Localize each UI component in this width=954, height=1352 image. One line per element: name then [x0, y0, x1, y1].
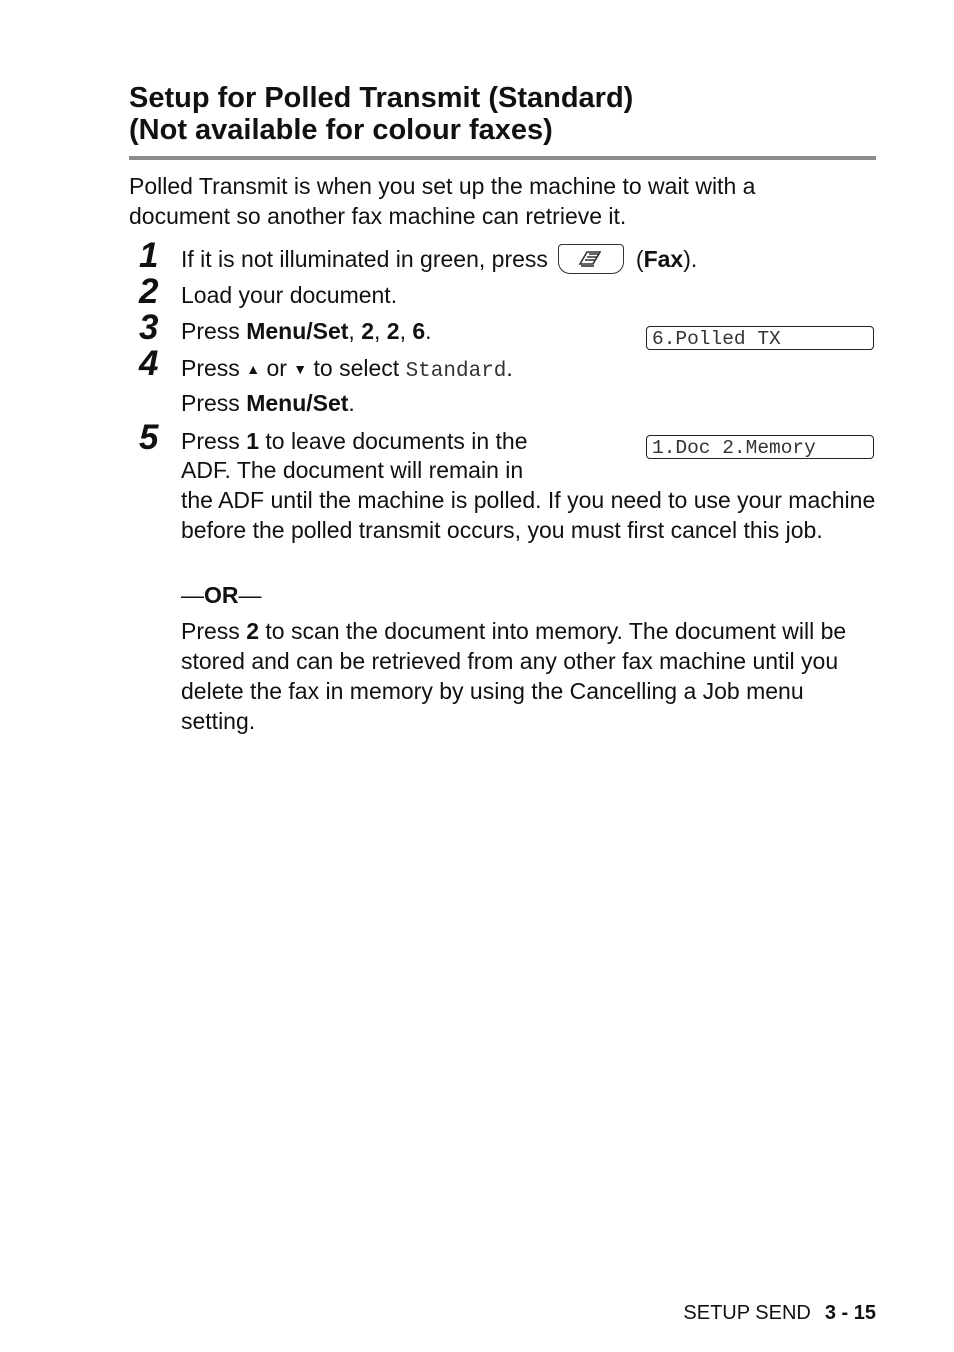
key-6: 6 [412, 318, 426, 344]
step-5-paragraph: the ADF until the machine is polled. If you need to use your machine before the polled transmit occurs, you must first cancel this job. [181, 487, 876, 543]
page-number: 3 - 15 [824, 1302, 876, 1324]
option-standard: Standard [405, 360, 507, 383]
step-5-line-1: Press 1 to leave documents in the [181, 428, 528, 454]
step-number-1: 1 [139, 236, 159, 275]
lcd-screen-doc-memory: 1.Doc 2.Memory [646, 435, 874, 459]
step-4-text: Press ▲ or ▼ to select Standard. [181, 355, 513, 383]
step-number-3: 3 [139, 308, 159, 347]
fax-key-label: Fax [643, 246, 684, 272]
key-2: 2 [246, 618, 259, 644]
heading-line-2: (Not available for colour faxes) [129, 114, 553, 146]
step-number-2: 2 [139, 272, 159, 311]
key-1: 1 [246, 428, 259, 454]
step-1-instruction: If it is not illuminated in green, press [181, 246, 548, 272]
step-5-line-2: ADF. The document will remain in [181, 457, 524, 483]
up-arrow-icon: ▲ [246, 361, 261, 377]
menu-set-key: Menu/Set [246, 390, 349, 416]
step-2-text: Load your document. [181, 282, 398, 308]
key-2: 2 [386, 318, 400, 344]
key-2: 2 [361, 318, 374, 344]
step-number-4: 4 [139, 344, 159, 383]
lcd-screen-polled-tx: 6.Polled TX [646, 326, 874, 350]
menu-set-key: Menu/Set [246, 318, 349, 344]
step-5-alternative: Press 2 to scan the document into memory. The document will be stored and can be retrieved from any other fax machine until you delete the fax in memory by using the Cancelling a Job menu setting. [181, 618, 847, 734]
down-arrow-icon: ▼ [293, 361, 308, 377]
step-4-text-2: Press Menu/Set. [181, 390, 355, 416]
step-number-5: 5 [139, 418, 159, 457]
section-heading [129, 82, 876, 146]
or-separator: —OR— [181, 582, 262, 608]
footer-section: SETUP SEND [683, 1302, 811, 1324]
step-1-text: If it is not illuminated in green, press (Fax). [181, 246, 698, 272]
fax-key-icon [558, 244, 624, 274]
step-3-text: Press Menu/Set, 2, 2, 6. [181, 318, 432, 344]
heading-rule [129, 156, 876, 160]
heading-line-1: Setup for Polled Transmit (Standard) [129, 82, 634, 114]
page-footer [683, 1300, 876, 1326]
intro-paragraph: Polled Transmit is when you set up the machine to wait with a document so another fax machine can retrieve it. [129, 173, 756, 229]
